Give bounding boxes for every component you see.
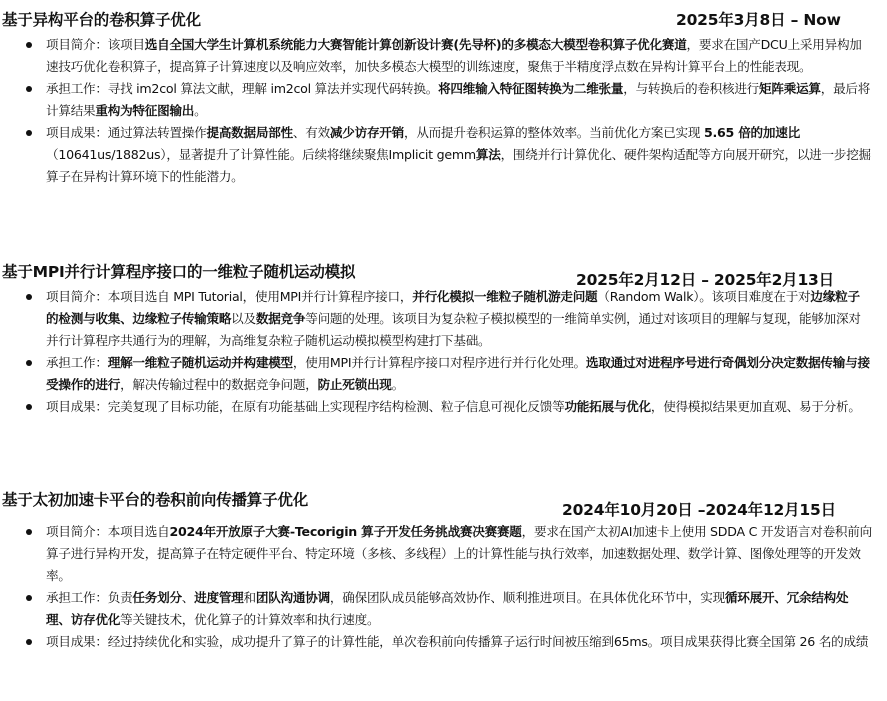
body-text: 承担工作：	[46, 355, 108, 370]
body-text: 项目成果：通过算法转置操作	[46, 125, 207, 140]
bullet-dot-icon	[26, 360, 32, 366]
project-title: 基于太初加速卡平台的卷积前向传播算子优化	[2, 491, 309, 509]
bullet-dot-icon	[26, 639, 32, 645]
project-bullet-list	[0, 286, 872, 418]
project-bullet-list	[0, 521, 872, 653]
emphasis-text: 并行化模拟一维粒子随机游走问题	[412, 289, 598, 304]
emphasis-text: 提高数据局部性	[206, 125, 293, 140]
project-bullet-item	[0, 352, 872, 396]
body-text: 项目简介：本项目选自 MPI Tutorial，使用MPI并行计算程序接口，	[46, 289, 413, 304]
body-text: 、有效	[292, 125, 330, 140]
project-bullet-item	[0, 521, 872, 587]
body-text: ，确保团队成员能够高效协作、顺利推进项目。在具体优化环节中，实现	[329, 590, 725, 605]
emphasis-text: 选取通过对进程序号进行奇偶划分决定数据传输与接受操作的进行	[46, 355, 870, 392]
body-text: ，要求在国产DCU上采用异构加速技巧优化卷积算子，提高算子计算速度以及响应效率，加快多模态大模型的训练速度，聚焦于半精度浮点数在异构计算平台上的性能表现。	[46, 37, 862, 74]
bullet-dot-icon	[26, 86, 32, 92]
project-title: 基于MPI并行计算程序接口的一维粒子随机运动模拟	[2, 263, 356, 281]
body-text: ，从而提升卷积运算的整体效率。当前优化方案已实现	[403, 125, 704, 140]
project-date-range: 2025年3月8日 – Now	[676, 11, 841, 29]
project-bullet-item	[0, 286, 872, 352]
bullet-dot-icon	[26, 42, 32, 48]
emphasis-text: 数据竞争	[255, 311, 306, 326]
emphasis-text: 边缘粒子的检测与收集、边缘粒子传输策略	[46, 289, 860, 326]
body-text: 、	[181, 590, 195, 605]
body-text: 和	[243, 590, 256, 605]
body-text: （10641us/1882us），显著提升了计算性能。后续将继续聚焦Implicit gemm	[46, 147, 476, 162]
project-bullet-item	[0, 396, 872, 418]
body-text: 等问题的处理。该项目为复杂粒子模拟模型的一维简单实例，通过对该项目的理解与复现，能够加深对并行计算程序共通行为的理解，为高维复杂粒子随机运动模拟模型构建打下基础。	[46, 311, 861, 348]
project-title: 基于异构平台的卷积算子优化	[2, 11, 201, 29]
emphasis-text: 矩阵乘运算	[759, 81, 821, 96]
emphasis-text: 防止死锁出现	[317, 377, 392, 392]
body-text: 承担工作：寻找 im2col 算法文献，理解 im2col 算法并实现代码转换。	[46, 81, 439, 96]
emphasis-text: 2024年开放原子大赛-Tecorigin 算子开发任务挑战赛决赛赛题	[169, 524, 522, 539]
body-text: ，要求在国产太初AI加速卡上使用 SDDA C 开发语言对卷积前向算子进行异构开发，提高算子在特定硬件平台、特定环境（多核、多线程）上的计算性能与执行效率，加速数据处理、数学计算、图像处理等的开发效率。	[46, 524, 872, 583]
body-text: ，使用MPI并行计算程序接口对程序进行并行化处理。	[292, 355, 586, 370]
emphasis-text: 算法	[475, 147, 501, 162]
project-bullet-list	[0, 34, 872, 188]
body-text: ，围绕并行计算优化、硬件架构适配等方向展开研究，以进一步挖掘算子在异构计算环境下的性能潜力。	[46, 147, 871, 184]
project-bullet-item	[0, 122, 872, 188]
project-bullet-item	[0, 587, 872, 631]
body-text: 项目成果：经过持续优化和实验，成功提升了算子的计算性能，单次卷积前向传播算子运行时间被压缩到65ms。项目成果获得比赛全国第 26 名的成绩	[46, 634, 869, 649]
emphasis-text: 功能拓展与优化	[564, 399, 651, 414]
body-text: 。	[391, 377, 404, 392]
body-text: 项目简介：本项目选自	[46, 524, 170, 539]
emphasis-text: 将四维输入特征图转换为二维张量	[438, 81, 624, 96]
project-date-range: 2024年10月20日 –2024年12月15日	[562, 501, 836, 519]
emphasis-text: 5.65 倍的加速比	[703, 125, 800, 140]
project-bullet-item	[0, 34, 872, 78]
body-text: 项目简介：该项目	[46, 37, 145, 52]
bullet-dot-icon	[26, 404, 32, 410]
body-text: ，最后将计算结果	[46, 81, 871, 118]
project-date-range: 2025年2月12日 – 2025年2月13日	[576, 271, 834, 289]
body-text: 项目成果：完美复现了目标功能，在原有功能基础上实现程序结构检测、粒子信息可视化反馈等	[46, 399, 565, 414]
emphasis-text: 减少访存开销	[329, 125, 404, 140]
body-text: 承担工作：负责	[46, 590, 133, 605]
body-text: 。	[194, 103, 207, 118]
bullet-dot-icon	[26, 130, 32, 136]
body-text: ，使得模拟结果更加直观、易于分析。	[650, 399, 861, 414]
bullet-dot-icon	[26, 294, 32, 300]
body-text: （Random Walk）。该项目难度在于对	[597, 289, 811, 304]
project-bullet-item	[0, 631, 872, 653]
emphasis-text: 选自全国大学生计算机系统能力大赛智能计算创新设计赛(先导杯)的多模态大模型卷积算子优化赛道	[144, 37, 687, 52]
emphasis-text: 进度管理	[194, 590, 244, 605]
body-text: ，与转换后的卷积核进行	[623, 81, 760, 96]
bullet-dot-icon	[26, 595, 32, 601]
body-text: ，解决传输过程中的数据竞争问题，	[120, 377, 318, 392]
project-bullet-item	[0, 78, 872, 122]
bullet-dot-icon	[26, 529, 32, 535]
emphasis-text: 任务划分	[132, 590, 182, 605]
body-text: 以及	[231, 311, 256, 326]
body-text: 等关键技术，优化算子的计算效率和执行速度。	[120, 612, 380, 627]
emphasis-text: 循环展开、冗余结构处理、访存优化	[46, 590, 849, 627]
emphasis-text: 团队沟通协调	[255, 590, 330, 605]
emphasis-text: 重构为特征图输出	[95, 103, 195, 118]
emphasis-text: 理解一维粒子随机运动并构建模型	[107, 355, 293, 370]
